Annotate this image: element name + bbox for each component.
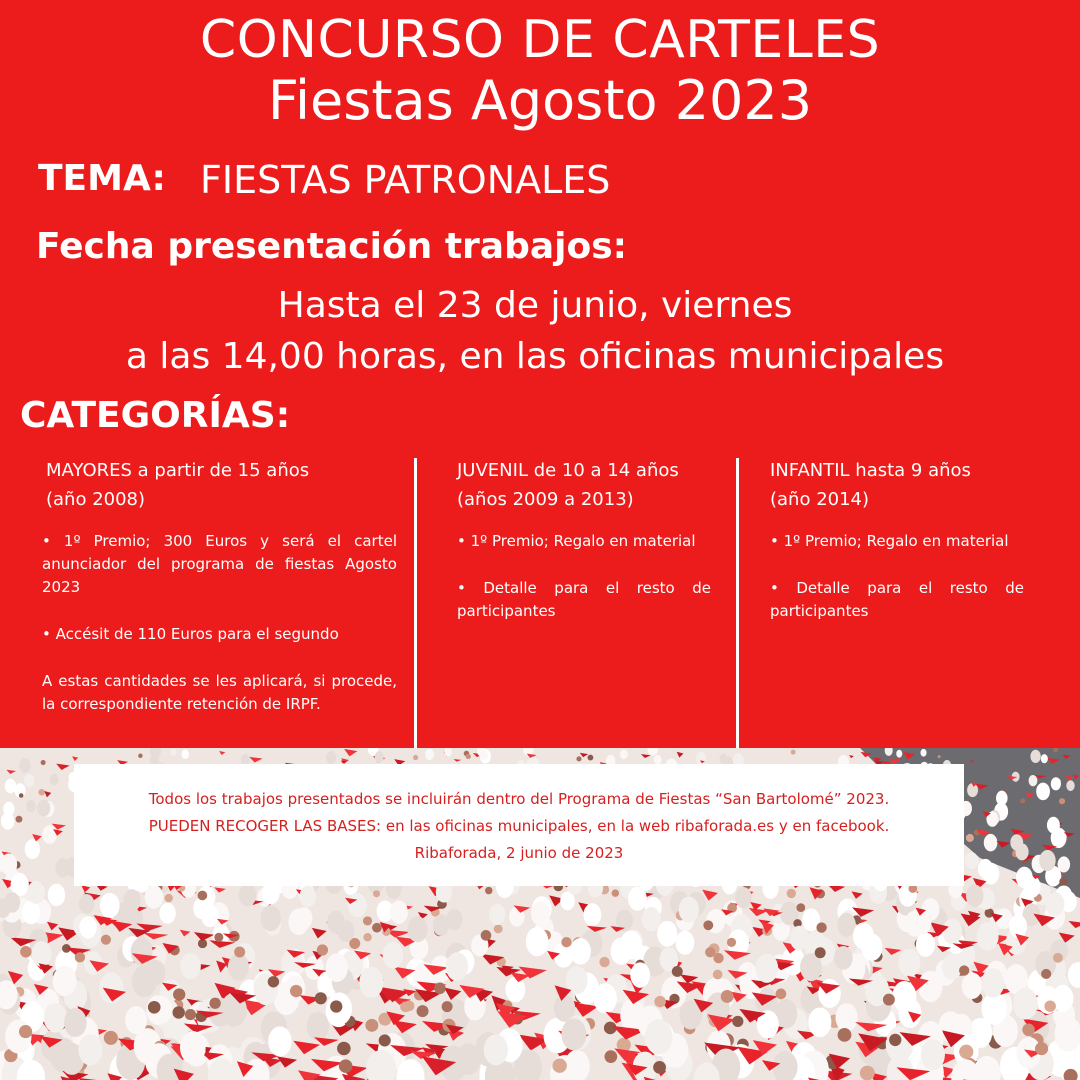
category-infantil-prize-1: • 1º Premio; Regalo en material [770, 532, 1009, 550]
info-line-fecha: Ribaforada, 2 junio de 2023 [414, 844, 624, 862]
fecha-line-1: Hasta el 23 de junio, viernes [277, 285, 793, 326]
info-box [74, 764, 964, 886]
info-line-bases: PUEDEN RECOGER LAS BASES: en las oficinas municipales, en la web ribaforada.es y en facebook. [148, 817, 890, 835]
category-juvenil-heading [457, 456, 711, 514]
column-divider [736, 458, 739, 755]
tema-value: FIESTAS PATRONALES [200, 158, 611, 202]
category-mayores-title: MAYORES a partir de 15 años [46, 460, 310, 481]
category-mayores-prize-2: • Accésit de 110 Euros para el segundo [42, 625, 339, 643]
category-mayores [42, 456, 397, 740]
category-mayores-note: A estas cantidades se les aplicará, si procede, la correspondiente retención de IRPF. [42, 672, 397, 713]
column-divider [414, 458, 417, 755]
tema-label: TEMA: [38, 158, 166, 199]
poster-subtitle: Fiestas Agosto 2023 [267, 69, 813, 132]
category-juvenil-prize-2: • Detalle para el resto de participantes [457, 579, 711, 620]
info-line-programa: Todos los trabajos presentados se incluirán dentro del Programa de Fiestas “San Bartolomé” 2023. [148, 790, 890, 808]
category-juvenil-title: JUVENIL de 10 a 14 años [457, 460, 679, 481]
categorias-label: CATEGORÍAS: [20, 395, 291, 436]
category-mayores-prize-1: • 1º Premio; 300 Euros y será el cartel anunciador del programa de fiestas Agosto 2023 [42, 532, 397, 596]
category-juvenil-prize-1: • 1º Premio; Regalo en material [457, 532, 696, 550]
category-infantil-prize-2: • Detalle para el resto de participantes [770, 579, 1024, 620]
category-infantil-title: INFANTIL hasta 9 años [770, 460, 971, 481]
poster-title: CONCURSO DE CARTELES [199, 10, 881, 70]
category-infantil [770, 456, 1024, 647]
fecha-line-2: a las 14,00 horas, en las oficinas municipales [125, 336, 945, 377]
category-infantil-year: (año 2014) [770, 489, 870, 510]
category-mayores-heading [42, 456, 397, 514]
category-juvenil [457, 456, 711, 647]
fecha-label: Fecha presentación trabajos: [36, 226, 628, 267]
category-mayores-year: (año 2008) [46, 489, 146, 510]
category-infantil-heading [770, 456, 1024, 514]
category-juvenil-year: (años 2009 a 2013) [457, 489, 634, 510]
